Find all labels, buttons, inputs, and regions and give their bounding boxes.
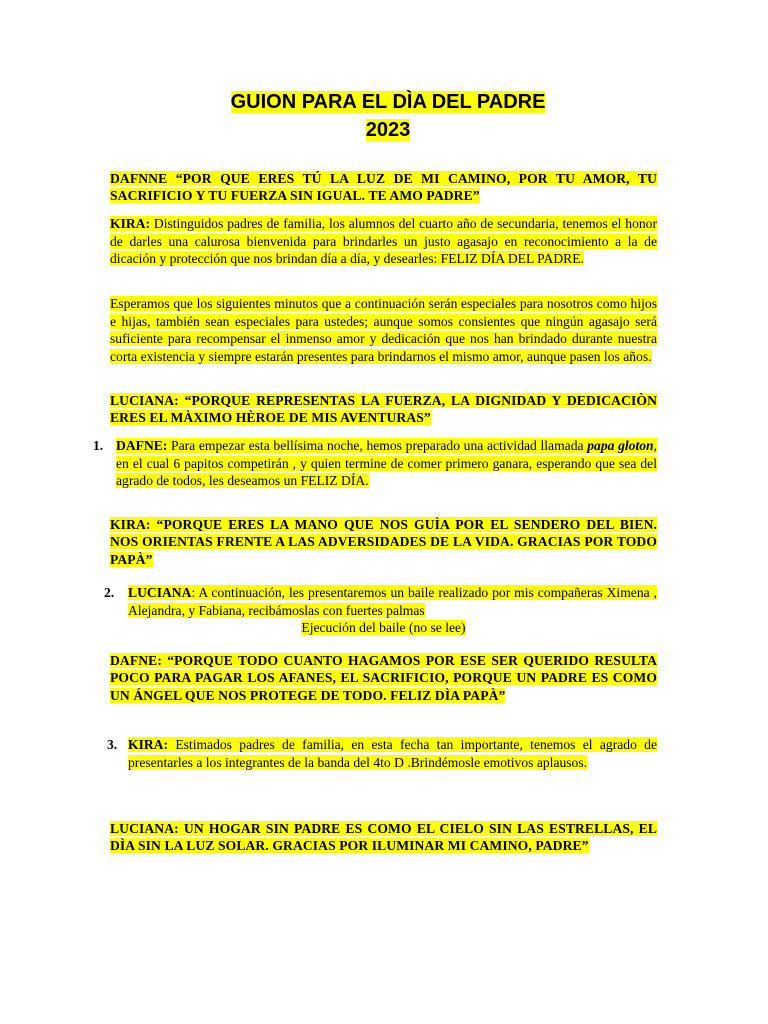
kira-welcome-text: Distinguidos padres de familia, los alumnos del cuarto año de secundaria, tenemos el honor de darles una calurosa bienvenida para brindarles un justo agasajo en reconocimiento a la de dicación y protección que nos brindan día a día, y desearles: FELIZ DÍA DEL PADRE. (110, 216, 657, 267)
dafne-quote (110, 652, 657, 704)
document-title (4, 88, 768, 117)
document-title-text: GUION PARA EL DÌA DEL PADRE (230, 91, 546, 113)
kira-quote-text: KIRA: “PORQUE ERES LA MANO QUE NOS GUÌA POR EL SENDERO DEL BIEN. NOS ORIENTAS FRENTE A LAS ADVERSIDADES DE LA VIDA. GRACIAS POR TODO PAPÀ” (110, 517, 657, 567)
luciana-quote-1-text: LUCIANA: “PORQUE REPRESENTAS LA FUERZA, LA DIGNIDAD Y DEDICACIÒN ERES EL MÀXIMO HÈROE DE MIS AVENTURAS” (110, 393, 657, 426)
dafne-intro-quote (110, 170, 657, 205)
item-1-number: 1. (93, 438, 104, 453)
item-3-paragraph (128, 736, 657, 771)
luciana-quote-1 (110, 392, 657, 427)
dafne-quote-text: DAFNE: “PORQUE TODO CUANTO HAGAMOS POR ESE SER QUERIDO RESULTA POCO PARA PAGAR LOS AFANES, EL SACRIFICIO, PORQUE UN PADRE ES COMO UN ÁNGEL QUE NOS PROTEGE DE TODO. FELIZ DÌA PAPÀ” (110, 653, 657, 703)
item-2-number: 2. (104, 585, 115, 600)
document-year-text: 2023 (365, 119, 411, 141)
item-2-note-text: Ejecución del baile (no se lee) (301, 620, 466, 635)
item-3-text: Estimados padres de familia, en esta fecha tan importante, tenemos el agrado de presentarles a los integrantes de la banda del 4to D .Brindémosle emotivos aplausos. (128, 737, 657, 770)
item-1-activity: papa gloton (587, 438, 654, 453)
minutes-paragraph-text: Esperamos que los siguientes minutos que a continuación serán especiales para nosotros como hijos e hijas, también sean especiales para ustedes; aunque somos consientes que ningún agasajo será suficiente para recompensar el inmenso amor y dedicación que nos han brindado durante nuestra corta existencia y siempre estarán presentes para brindarnos el mismo amor, aunque pasen los años. (110, 296, 657, 364)
item-1-speaker: DAFNE: (116, 438, 168, 453)
kira-quote (110, 516, 657, 568)
item-1-text-b: , en el cual 6 papitos competirán , y quien termine de comer primero ganara, esperando que sea del agrado de todos, les deseamos un FELIZ DÍA. (116, 438, 658, 489)
item-2-note (110, 619, 657, 637)
luciana-quote-2 (110, 820, 657, 855)
item-3-number: 3. (107, 737, 118, 752)
kira-speaker-label: KIRA: (110, 216, 151, 231)
kira-welcome-paragraph (110, 215, 657, 268)
item-2-speaker: LUCIANA (128, 585, 192, 600)
document-year (4, 116, 768, 145)
item-2-text: : A continuación, les presentaremos un baile realizado por mis compañeras Ximena , Alejandra, y Fabiana, recibámoslas con fuertes palmas (128, 585, 657, 618)
item-1-paragraph (116, 437, 657, 490)
dafne-intro-text: DAFNNE “POR QUE ERES TÚ LA LUZ DE MI CAMINO, POR TU AMOR, TU SACRIFICIO Y TU FUERZA SIN IGUAL. TE AMO PADRE” (110, 171, 657, 204)
luciana-quote-2-text: LUCIANA: UN HOGAR SIN PADRE ES COMO EL CIELO SIN LAS ESTRELLAS, EL DÌA SIN LA LUZ SOLAR. GRACIAS POR ILUMINAR MI CAMINO, PADRE” (110, 821, 657, 854)
item-3-speaker: KIRA: (128, 737, 169, 752)
minutes-paragraph (110, 295, 657, 365)
item-2-paragraph (128, 584, 657, 619)
item-1-text-a: Para empezar esta bellísima noche, hemos preparado una actividad llamada (167, 438, 588, 453)
